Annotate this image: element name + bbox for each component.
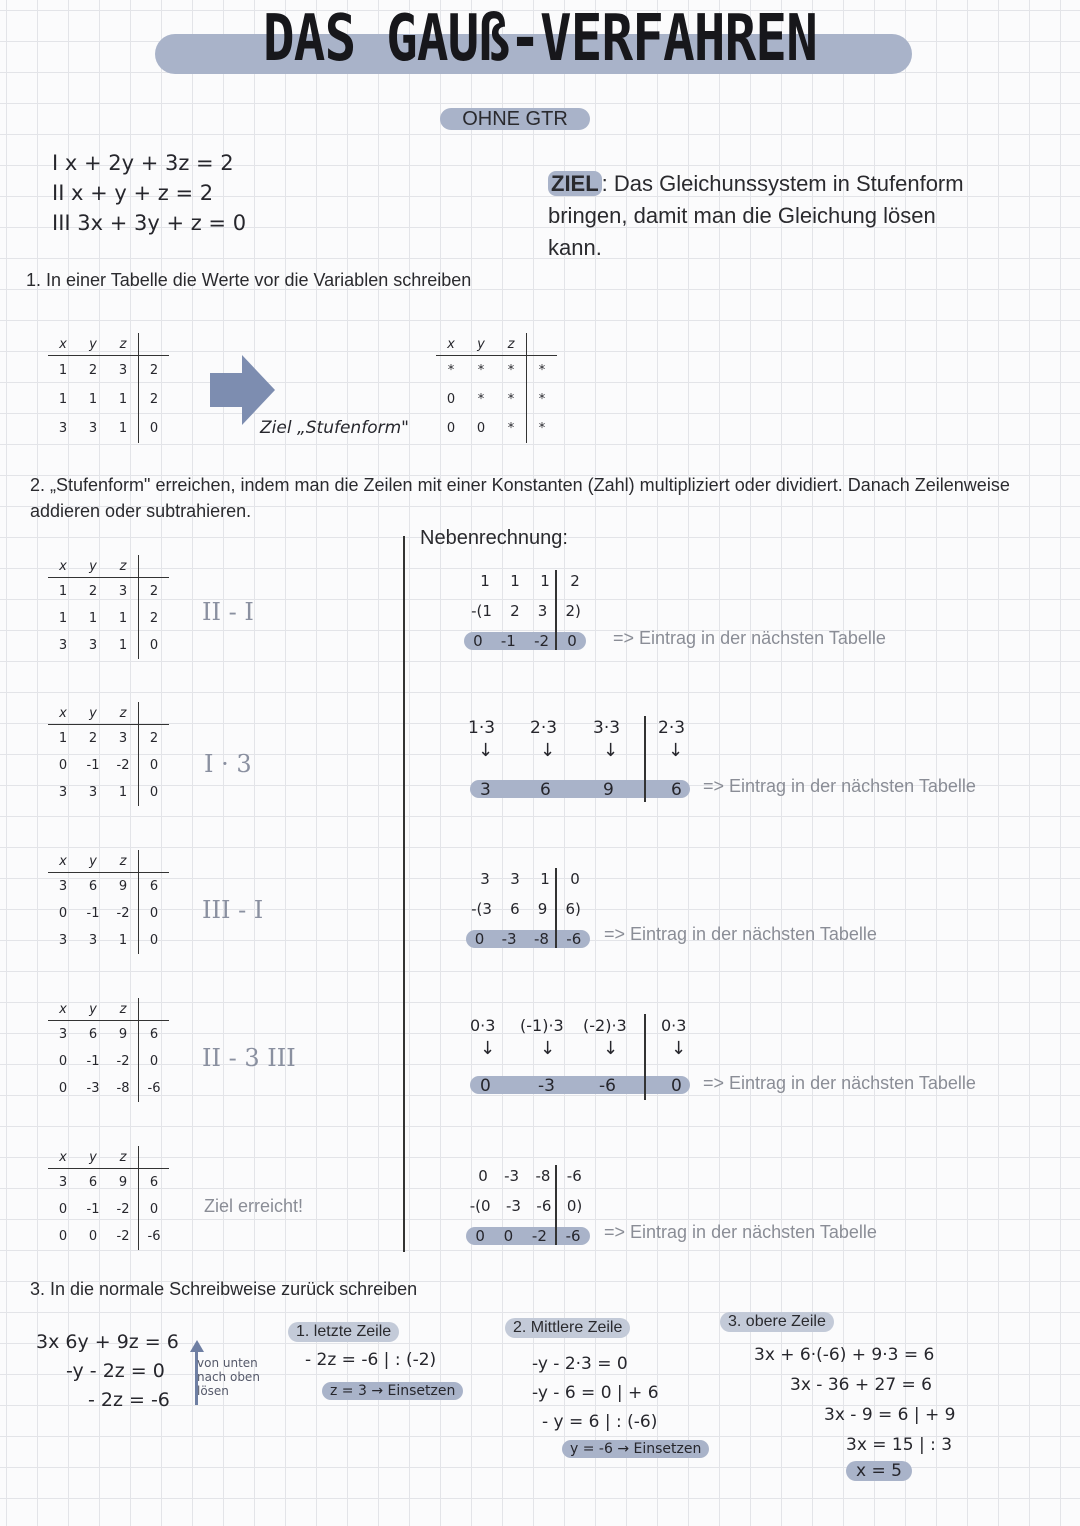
matrix-cell: 0	[446, 392, 456, 407]
matrix-cell: x	[48, 702, 78, 725]
matrix-cell: -1	[86, 1054, 100, 1069]
matrix-cell: x	[436, 333, 466, 356]
matrix-cell: *	[507, 421, 515, 436]
solution-1-result: z = 3 → Einsetzen	[322, 1382, 463, 1400]
matrix-cell: -3	[86, 1081, 100, 1096]
matrix-cell: 2	[139, 605, 170, 632]
solution-2-result: y = -6 → Einsetzen	[562, 1440, 709, 1458]
matrix-cell: *	[527, 385, 558, 414]
matrix-cell: 0	[139, 900, 170, 927]
matrix-cell: 1	[58, 611, 68, 626]
solution-3-line-1: 3x + 6·(-6) + 9·3 = 6	[754, 1345, 935, 1365]
arrow-right-head-icon	[242, 355, 275, 425]
matrix-cell: y	[78, 1146, 108, 1169]
rewrite-line-1: 3x 6y + 9z = 6	[36, 1331, 179, 1353]
solution-2-lines	[532, 1350, 659, 1437]
arrow-down-icon: ↓	[480, 1038, 496, 1059]
matrix-cell: *	[507, 392, 515, 407]
matrix-cell: 0	[139, 927, 170, 954]
matrix-cell: 0	[139, 1196, 170, 1223]
solution-3-line-4: 3x = 15 | : 3	[846, 1435, 953, 1455]
arrow-down-icon: ↓	[603, 1038, 619, 1059]
matrix-cell: 3	[58, 1027, 68, 1042]
solution-3-header: 3. obere Zeile	[720, 1312, 834, 1332]
arrow-down-icon: ↓	[671, 1038, 687, 1059]
matrix-cell: *	[477, 363, 485, 378]
solution-3-result: x = 5	[846, 1461, 912, 1481]
matrix-cell: 0	[139, 779, 170, 806]
subtitle-badge: OHNE GTR	[440, 108, 590, 130]
matrix-cell: 3	[118, 363, 128, 378]
matrix-cell: 6	[88, 879, 98, 894]
matrix-cell: 0	[88, 1229, 98, 1244]
matrix-cell: x	[48, 333, 78, 356]
matrix-cell: 3	[88, 933, 98, 948]
side-calc-2: 1·3 2·3 3·3 2·3 ↓ ↓ ↓ ↓ 3 6 9 6	[468, 716, 698, 806]
matrix-cell: 6	[139, 1021, 170, 1049]
matrix-cell: 0	[58, 758, 68, 773]
matrix-cell: x	[48, 555, 78, 578]
matrix-cell: 3	[88, 638, 98, 653]
matrix-cell: 3	[58, 421, 68, 436]
rewrite-line-3: - 2z = -6	[88, 1389, 170, 1411]
matrix-cell: 2	[139, 725, 170, 753]
first-matrix-table	[48, 333, 169, 443]
matrix-cell: *	[507, 363, 515, 378]
equation-2: II x + y + z = 2	[52, 181, 214, 205]
matrix-cell: *	[477, 392, 485, 407]
goal-reached-label: Ziel erreicht!	[204, 1196, 304, 1216]
matrix-cell: 0	[139, 414, 170, 443]
matrix-cell: 1	[88, 611, 98, 626]
matrix-cell: 3	[118, 731, 128, 746]
rewritten-system	[36, 1328, 179, 1415]
equation-system	[52, 148, 246, 238]
entry-note: => Eintrag in der nächsten Tabelle	[703, 1073, 976, 1093]
matrix-cell: -1	[86, 1202, 100, 1217]
matrix-cell: 9	[118, 1175, 128, 1190]
matrix-cell	[139, 850, 170, 873]
matrix-cell: 0	[139, 632, 170, 659]
row-operation-label: II - 3 III	[202, 1044, 296, 1072]
matrix-cell: -1	[86, 758, 100, 773]
matrix-cell: -8	[116, 1081, 130, 1096]
solution-2-line-3: - y = 6 | : (-6)	[542, 1412, 658, 1432]
matrix-cell: 0	[58, 1229, 68, 1244]
solution-3-line-3: 3x - 9 = 6 | + 9	[824, 1405, 956, 1425]
solution-3-line-2: 3x - 36 + 27 = 6	[790, 1375, 933, 1395]
matrix-cell: -2	[116, 1054, 130, 1069]
matrix-cell: -1	[86, 906, 100, 921]
target-matrix-table	[436, 333, 557, 443]
entry-note: => Eintrag in der nächsten Tabelle	[604, 924, 877, 944]
step-2-heading: 2. „Stufenform" erreichen, indem man die Zeilen mit einer Konstanten (Zahl) multipliziert oder dividiert. Danach Zeilenweise addieren oder subtrahieren.	[30, 475, 1010, 521]
matrix-cell: 3	[58, 1175, 68, 1190]
matrix-cell: 0	[139, 1048, 170, 1075]
entry-note: => Eintrag in der nächsten Tabelle	[613, 628, 886, 648]
matrix-cell: -2	[116, 758, 130, 773]
solution-1-header: 1. letzte Zeile	[288, 1322, 399, 1342]
matrix-cell: x	[48, 998, 78, 1021]
matrix-cell: y	[78, 333, 108, 356]
matrix-cell: 1	[88, 392, 98, 407]
matrix-cell: 3	[58, 879, 68, 894]
solution-2-line-1: -y - 2·3 = 0	[532, 1354, 628, 1374]
rewrite-line-2: -y - 2z = 0	[66, 1360, 165, 1382]
matrix-cell: 3	[58, 933, 68, 948]
matrix-cell: z	[496, 333, 527, 356]
goal-text: : Das Gleichunssystem in Stufenform bringen, damit man die Gleichung lösen kann.	[548, 171, 964, 260]
solution-1-line-1: - 2z = -6 | : (-2)	[305, 1350, 437, 1370]
matrix-cell	[139, 702, 170, 725]
solution-2-line-2: -y - 6 = 0 | + 6	[532, 1383, 659, 1403]
arrow-right-icon	[210, 373, 242, 407]
solve-direction-note: von unten nach oben lösen	[197, 1356, 260, 1398]
matrix-cell: 2	[139, 385, 170, 414]
equation-1: I x + 2y + 3z = 2	[52, 151, 234, 175]
matrix-cell: 0	[58, 1054, 68, 1069]
matrix-table	[48, 1146, 169, 1250]
matrix-cell: 1	[118, 785, 128, 800]
matrix-table	[48, 850, 169, 954]
solution-3-lines	[754, 1340, 956, 1460]
matrix-cell: z	[108, 998, 139, 1021]
matrix-cell	[139, 998, 170, 1021]
matrix-cell: 0	[139, 752, 170, 779]
goal-label: ZIEL	[548, 171, 602, 196]
matrix-cell: z	[108, 702, 139, 725]
arrow-down-icon: ↓	[603, 740, 619, 761]
arrow-down-icon: ↓	[478, 740, 494, 761]
matrix-cell: 0	[58, 1202, 68, 1217]
matrix-cell: 1	[58, 731, 68, 746]
matrix-cell: 2	[88, 363, 98, 378]
matrix-cell: z	[108, 333, 139, 356]
matrix-cell: 9	[118, 1027, 128, 1042]
matrix-cell: 1	[118, 611, 128, 626]
matrix-cell: 0	[58, 1081, 68, 1096]
matrix-cell: y	[78, 555, 108, 578]
matrix-cell: 2	[88, 584, 98, 599]
matrix-cell: 2	[139, 356, 170, 386]
entry-note: => Eintrag in der nächsten Tabelle	[703, 776, 976, 796]
matrix-cell: 3	[88, 421, 98, 436]
matrix-cell: 3	[58, 638, 68, 653]
matrix-table	[48, 998, 169, 1102]
matrix-cell: *	[447, 363, 455, 378]
equation-3: III 3x + 3y + z = 0	[52, 211, 247, 235]
matrix-cell: 1	[118, 933, 128, 948]
side-calc-label: Nebenrechnung:	[420, 527, 568, 549]
matrix-cell: 1	[58, 363, 68, 378]
matrix-cell: y	[78, 702, 108, 725]
matrix-cell: 0	[58, 906, 68, 921]
matrix-cell: z	[108, 1146, 139, 1169]
matrix-table	[48, 555, 169, 659]
matrix-cell	[139, 1146, 170, 1169]
matrix-cell	[139, 333, 170, 356]
row-operation-label: I · 3	[204, 750, 252, 778]
matrix-cell: 2	[88, 731, 98, 746]
step-1-heading: 1. In einer Tabelle die Werte vor die Variablen schreiben	[26, 270, 472, 290]
matrix-cell	[139, 555, 170, 578]
matrix-cell: 3	[58, 785, 68, 800]
matrix-cell: *	[527, 414, 558, 443]
matrix-cell: x	[48, 1146, 78, 1169]
matrix-cell: 6	[139, 1169, 170, 1197]
matrix-cell: 0	[446, 421, 456, 436]
matrix-cell: 3	[118, 584, 128, 599]
matrix-cell: 0	[476, 421, 486, 436]
matrix-cell: 1	[58, 392, 68, 407]
side-calc-4: 0·3 (-1)·3 (-2)·3 0·3 ↓ ↓ ↓ ↓ 0 -3 -6 0	[468, 1014, 698, 1104]
matrix-cell: 9	[118, 879, 128, 894]
matrix-cell: 3	[88, 785, 98, 800]
matrix-cell: y	[78, 998, 108, 1021]
matrix-cell: 6	[88, 1175, 98, 1190]
entry-note: => Eintrag in der nächsten Tabelle	[604, 1222, 877, 1242]
solution-2-header: 2. Mittlere Zeile	[505, 1318, 630, 1338]
matrix-cell: 1	[118, 638, 128, 653]
matrix-cell: x	[48, 850, 78, 873]
matrix-cell: -2	[116, 1229, 130, 1244]
goal-statement	[548, 168, 988, 264]
arrow-down-icon: ↓	[668, 740, 684, 761]
matrix-cell: z	[108, 850, 139, 873]
step-3-heading: 3. In die normale Schreibweise zurück schreiben	[30, 1279, 418, 1299]
matrix-cell: -2	[116, 906, 130, 921]
arrow-down-icon: ↓	[540, 1038, 556, 1059]
matrix-cell	[527, 333, 558, 356]
row-operation-label: II - I	[202, 598, 254, 626]
matrix-cell: -6	[139, 1075, 170, 1102]
matrix-cell: 1	[118, 421, 128, 436]
matrix-cell: y	[78, 850, 108, 873]
page-title: DAS GAUß-VERFAHREN	[263, 2, 817, 76]
matrix-table	[48, 702, 169, 806]
matrix-cell: *	[527, 356, 558, 386]
matrix-cell: y	[466, 333, 496, 356]
matrix-cell: 1	[118, 392, 128, 407]
matrix-cell: 1	[58, 584, 68, 599]
target-label: Ziel „Stufenform"	[260, 418, 409, 438]
matrix-cell: z	[108, 555, 139, 578]
divider-line	[403, 536, 405, 1252]
matrix-cell: 2	[139, 578, 170, 606]
matrix-cell: -2	[116, 1202, 130, 1217]
row-operation-label: III - I	[202, 896, 264, 924]
matrix-cell: -6	[139, 1223, 170, 1250]
matrix-cell: 6	[139, 873, 170, 901]
matrix-cell: 6	[88, 1027, 98, 1042]
arrow-down-icon: ↓	[540, 740, 556, 761]
